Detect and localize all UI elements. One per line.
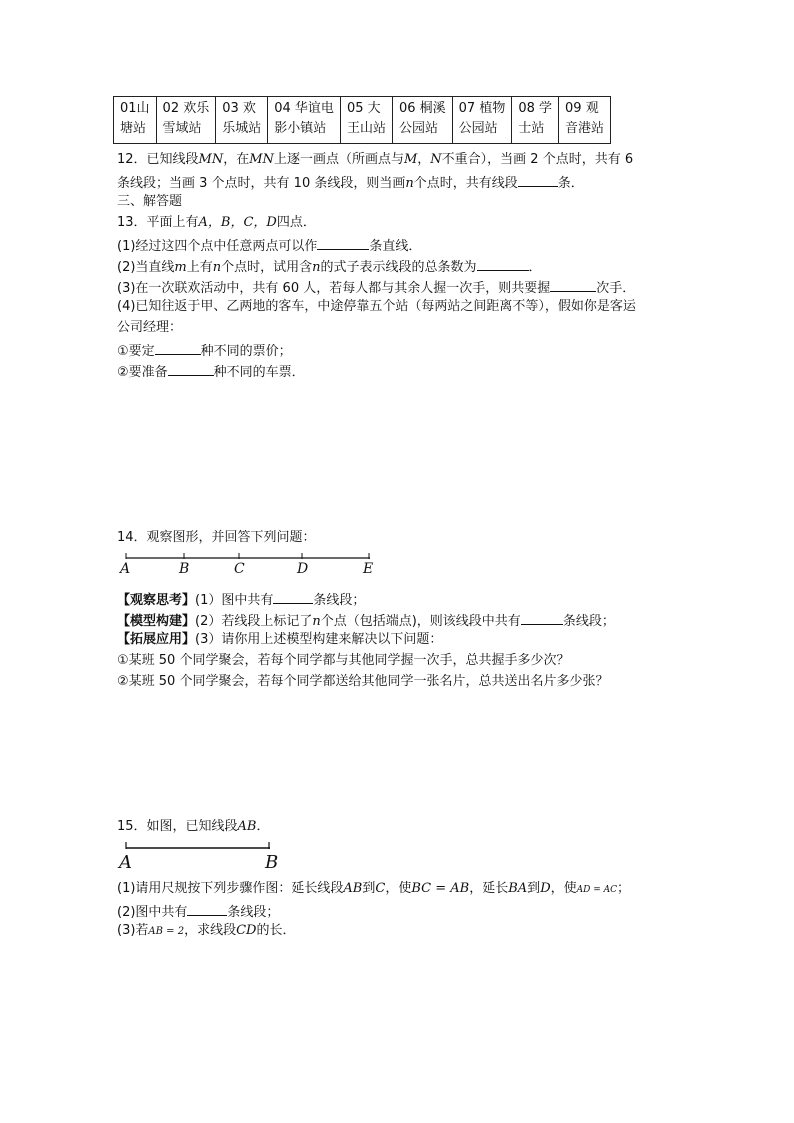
text: (1）图中共有	[195, 593, 274, 608]
q14-extend-item2: ②某班 50 个同学聚会，若每个同学都送给其他同学一张名片，总共送出名片多少张？	[117, 674, 609, 689]
tag: 【拓展应用】	[117, 632, 196, 647]
station-line2: 公园站	[458, 121, 498, 136]
station-line2: 王山站	[346, 121, 386, 136]
point-c: C	[375, 881, 386, 896]
text: 条线段；	[227, 905, 280, 920]
point-d: D	[540, 881, 551, 896]
station-line1: 09 观	[565, 101, 599, 116]
var-mn: MN	[198, 152, 224, 167]
text: 种不同的票价；	[200, 344, 292, 359]
q13-part2	[117, 256, 542, 277]
text: ，延长	[469, 881, 509, 896]
answer-blank[interactable]	[317, 235, 369, 250]
text: ①要定	[117, 344, 155, 359]
answer-blank[interactable]	[273, 589, 313, 604]
text: (2）若线段上标记了	[195, 614, 313, 629]
var-n: n	[212, 260, 222, 275]
text: (1)经过这四个点中任意两点可以作	[117, 239, 318, 254]
text: (1)请用尺规按下列步骤作图：延长线段	[117, 881, 344, 896]
q13-part3	[117, 277, 635, 298]
point-label-e: E	[363, 561, 374, 577]
table-row	[114, 97, 611, 144]
station-line2: 雪域站	[162, 121, 202, 136]
station-line1: 01山	[120, 101, 150, 116]
var-mn: MN	[249, 152, 274, 167]
text: ，在	[223, 152, 250, 167]
text: 个点时，共有线段	[413, 176, 518, 191]
station-line1: 02 欢乐	[162, 101, 210, 116]
point-label-c: C	[234, 561, 245, 577]
answer-blank[interactable]	[168, 361, 214, 376]
text: (3）请你用上述模型构建来解决以下问题：	[195, 632, 443, 647]
var-m: M	[403, 152, 418, 167]
text: 15．如图，已知线段	[117, 819, 238, 834]
text: ，求线段	[184, 923, 237, 938]
segment-ba: BA	[508, 881, 528, 896]
answer-blank[interactable]	[550, 277, 596, 292]
text: 的式子表示线段的总条数为	[320, 260, 477, 275]
text: ．	[256, 819, 270, 834]
text: 次手．	[596, 281, 636, 296]
text: ②要准备	[117, 365, 168, 380]
text: 的长．	[256, 923, 296, 938]
station-cell	[340, 97, 392, 144]
q14-observe	[117, 589, 365, 610]
q13-title	[117, 214, 316, 232]
point-label-a: A	[119, 852, 132, 873]
q15-part2	[117, 901, 279, 922]
station-line1: 04 华谊电	[274, 101, 334, 116]
station-cell	[156, 97, 216, 144]
station-line1: 03 欢	[222, 101, 256, 116]
text: 条线段；	[562, 614, 615, 629]
answer-blank[interactable]	[477, 256, 529, 271]
text: 到	[362, 881, 376, 896]
points-abcd: A，B，C，D	[198, 215, 277, 230]
text: ，使	[550, 881, 577, 896]
text: 上有	[186, 260, 213, 275]
station-table	[113, 96, 611, 144]
q14-title: 14．观察图形，并回答下列问题：	[117, 530, 316, 545]
q13-part4-cont: 公司经理：	[117, 320, 183, 335]
q13-part4: (4)已知往返于甲、乙两地的客车，中途停靠五个站（每两站之间距离不等），假如你是客运	[117, 299, 636, 314]
station-cell	[392, 97, 452, 144]
station-line2: 影小镇站	[274, 121, 327, 136]
text: 到	[527, 881, 541, 896]
text: 不重合），当画 2 个点时，共有 6	[441, 152, 634, 167]
segment-ab: AB	[343, 881, 363, 896]
station-line1: 08 学	[518, 101, 553, 116]
q13-part4-item2	[117, 361, 305, 382]
var-n: n	[312, 614, 321, 629]
text: 个点时，试用含	[221, 260, 313, 275]
station-cell	[216, 97, 268, 144]
var-n: n	[405, 176, 414, 191]
equation-small: AB = 2	[148, 926, 185, 937]
tag: 【模型构建】	[117, 614, 196, 629]
text: ．	[528, 260, 542, 275]
q12-line2	[117, 172, 584, 193]
tag: 【观察思考】	[117, 593, 196, 608]
text: (3)若	[117, 923, 149, 938]
var-n: n	[312, 260, 321, 275]
var-n: N	[430, 152, 442, 167]
point-label-b: B	[179, 561, 190, 577]
text: ；	[617, 881, 631, 896]
point-label-d: D	[297, 561, 309, 577]
text: ，	[417, 152, 431, 167]
station-cell	[559, 97, 611, 144]
q12-line1	[117, 151, 633, 169]
segment-ab: AB	[237, 819, 257, 834]
q13-part1	[117, 235, 421, 256]
station-line1: 06 桐溪	[398, 101, 446, 116]
station-line2: 塘站	[120, 121, 147, 136]
segment-cd: CD	[236, 923, 257, 938]
equation-small: AD = AC	[576, 885, 618, 895]
equation: BC = AB	[411, 881, 470, 896]
section-heading: 三、解答题	[117, 194, 183, 209]
point-label-b: B	[265, 852, 279, 873]
station-cell	[114, 97, 157, 144]
text: 个点（包括端点)，则该线段中共有	[320, 614, 521, 629]
segment-figure-ae	[120, 550, 380, 564]
answer-blank[interactable]	[518, 172, 558, 187]
q14-model	[117, 610, 615, 631]
q14-extend-item1: ①某班 50 个同学聚会，若每个同学都与其他同学握一次手，总共握手多少次？	[117, 653, 570, 668]
q15-part1	[117, 880, 630, 899]
text: 条线段；当画 3 个点时，共有 10 条线段，则当画	[117, 176, 406, 191]
station-line2: 士站	[518, 121, 545, 136]
answer-blank[interactable]	[187, 901, 227, 916]
answer-blank[interactable]	[521, 610, 563, 625]
text: 12．已知线段	[117, 152, 199, 167]
text: 上逐一画点（所画点与	[273, 152, 404, 167]
station-line2: 乐城站	[222, 121, 262, 136]
q14-extend	[117, 631, 442, 649]
station-line2: 公园站	[398, 121, 438, 136]
text: (2)当直线	[117, 260, 175, 275]
answer-blank[interactable]	[155, 340, 201, 355]
station-cell	[512, 97, 559, 144]
var-m: m	[174, 260, 187, 275]
q13-part4-item1	[117, 340, 292, 361]
text: (3)在一次联欢活动中，共有 60 人，若每人都与其余人握一次手，则共要握	[117, 281, 551, 296]
text: 条直线．	[369, 239, 422, 254]
station-line1: 07 植物	[458, 101, 506, 116]
text: ，使	[385, 881, 412, 896]
text: (2)图中共有	[117, 905, 188, 920]
station-cell	[268, 97, 341, 144]
station-cell	[452, 97, 512, 144]
station-line1: 05 大	[346, 101, 381, 116]
text: 条．	[557, 176, 584, 191]
text: 13．平面上有	[117, 215, 199, 230]
text: 条线段；	[313, 593, 366, 608]
point-label-a: A	[120, 561, 131, 577]
q15-part3	[117, 922, 296, 941]
station-line2: 音港站	[565, 121, 605, 136]
text: 四点．	[276, 215, 316, 230]
q15-title	[117, 818, 270, 836]
segment-figure-ab	[120, 840, 280, 852]
text: 种不同的车票．	[213, 365, 305, 380]
